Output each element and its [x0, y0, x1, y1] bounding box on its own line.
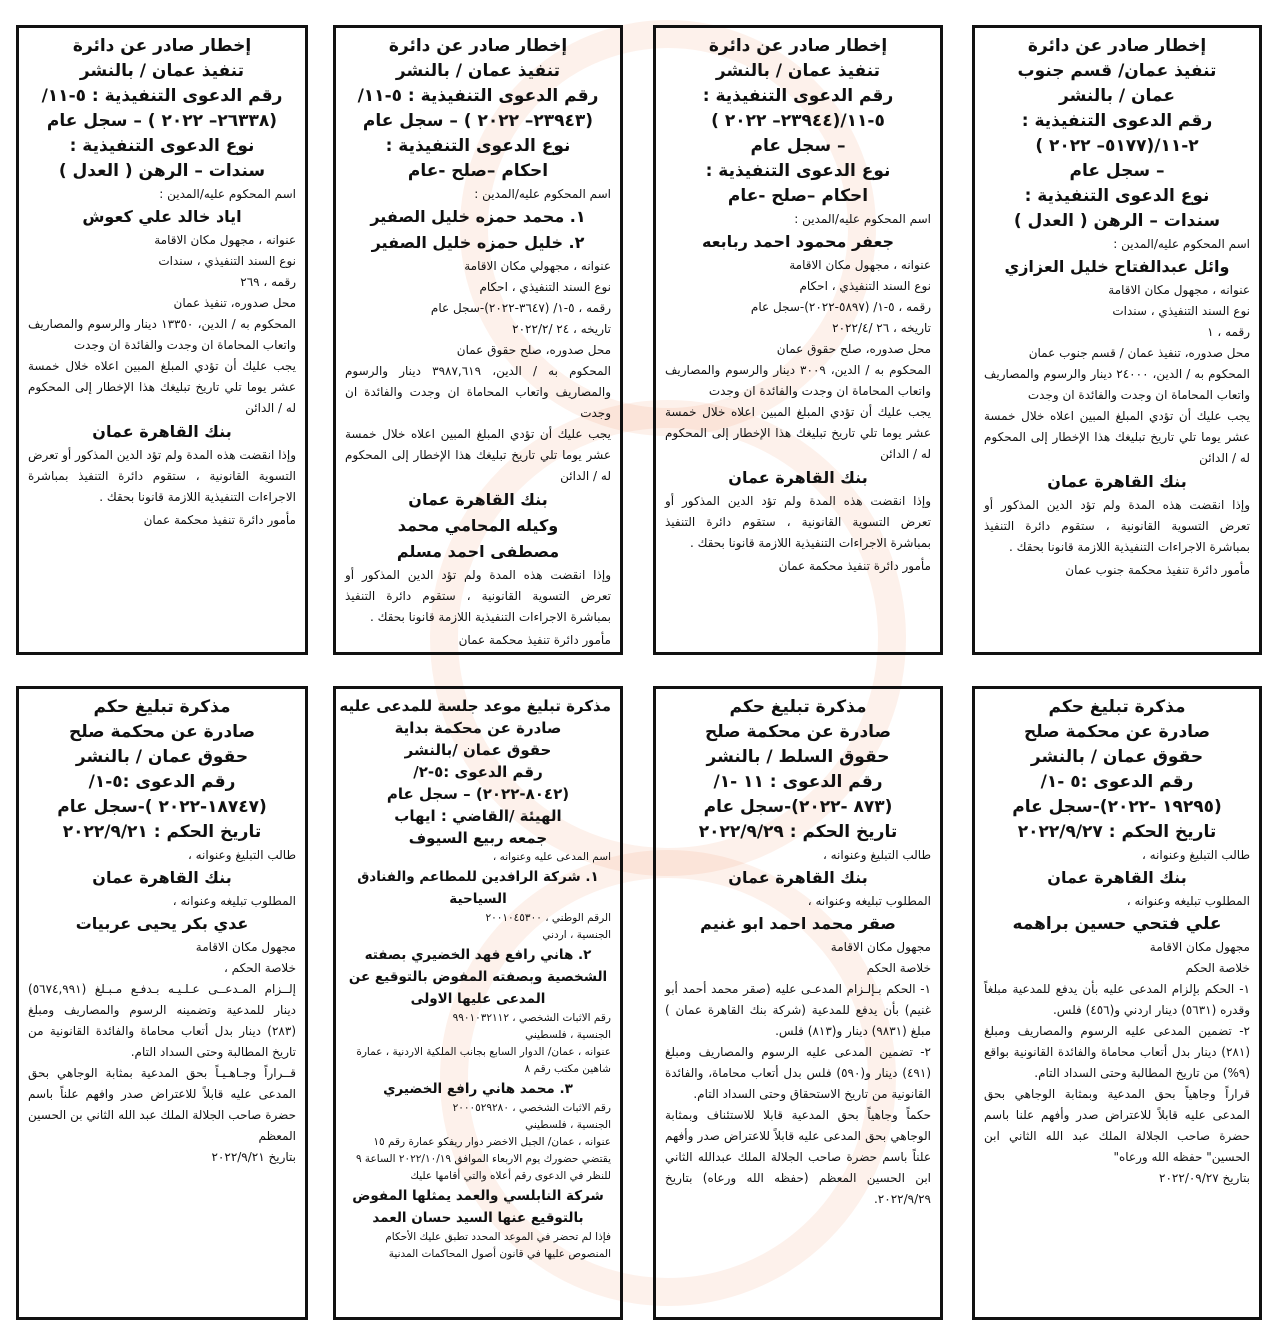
header-line: رقم الدعوى : ١١ -١/: [713, 772, 883, 792]
debtor-name: وائل عبدالفتاح خليل العزازي: [1004, 257, 1230, 276]
signature-line: مأمور دائرة تنفيذ محكمة عمان: [143, 513, 296, 527]
header-line: سندات – الرهن ( العدل ): [58, 161, 266, 181]
defendant-detail: الرقم الوطني ، ٢٠٠١٠٤٥٣٠٠: [485, 912, 611, 924]
notice-header: [28, 34, 296, 184]
debtor-label: اسم المحكوم عليه/المدين :: [474, 187, 611, 201]
doc-date: تاريخه ، ٢٦ /٢٠٢٢/٤: [832, 321, 931, 335]
debtor-name: ١. محمد حمزه خليل الصفير: [370, 207, 586, 226]
defendants-label: اسم المدعى عليه وعنوانه ،: [492, 851, 611, 863]
doc-number: رقمه ، ٥-١/ (٣٦٤٧-٢٠٢٢)-سجل عام: [430, 301, 611, 315]
notice-header: [984, 695, 1250, 845]
requester-name: بنك القاهرة عمان: [728, 868, 868, 887]
execution-notice: [16, 25, 308, 655]
doc-number: رقمه ، ٥-١/ (٥٨٩٧-٢٠٢٢)-سجل عام: [750, 300, 931, 314]
header-line: إخطار صادر عن دائرة: [388, 36, 568, 56]
doc-date: تاريخه ، ٢٤ /٢٠٢٢/٢: [512, 322, 611, 336]
debtor-label: اسم المحكوم عليه/المدين :: [1113, 237, 1250, 251]
requester-name: بنك القاهرة عمان: [92, 868, 232, 887]
requester-label: طالب التبليغ وعنوانه ،: [1141, 848, 1250, 862]
warning: وإذا انقضت هذه المدة ولم تؤد الدين المذكور أو تعرض التسوية القانونية ، ستقوم دائرة التنفيذ بمباشرة الاجراءات التنفيذية اللازمة قانونا بحقك .: [345, 568, 611, 624]
header-line: رقم الدعوى :٥-١/: [88, 772, 236, 792]
judgment-body: [28, 937, 296, 1168]
debtor-name: ٢. خليل حمزه خليل الصفير: [371, 233, 585, 252]
target-name: علي فتحي حسين براهمه: [1012, 914, 1222, 934]
header-line: – سجل عام: [1069, 161, 1165, 181]
summary-label: خلاصة الحكم ،: [223, 961, 296, 975]
header-line: رقم الدعوى التنفيذية : ٥-١١/: [41, 86, 283, 106]
defendant-detail: الجنسية ، فلسطيني: [525, 1029, 611, 1041]
judgment-date: بتاريخ ٢٠٢٢/٠٩/٢٧: [1159, 1171, 1250, 1185]
header-line: مذكرة تبليغ حكم: [1048, 697, 1186, 717]
signature-line: مأمور دائرة تنفيذ محكمة عمان: [778, 559, 931, 573]
header-line: سندات – الرهن ( العدل ): [1013, 211, 1221, 231]
target-address: مجهول مكان الاقامة: [830, 940, 931, 954]
header-line: صادرة عن محكمة صلح: [1023, 722, 1210, 742]
header-line: إخطار صادر عن دائرة: [1027, 36, 1207, 56]
header-line: نوع الدعوى التنفيذية :: [705, 161, 891, 181]
summary-item: ١- الحكم بإلزام المدعى عليه بأن يدفع للمدعية مبلغاً وقدره (٥٦٣١) دينار اردني و(٤٥٦) فلس.: [984, 982, 1250, 1017]
notice-header: [665, 695, 931, 845]
summary-item: ١- الحكم بـإلـزام المدعـى عليه (صقر محمد أحمد أبو غنيم) بأن يدفع للمدعية (شركة بنك القاهرة عمان ) مبلغ (٩٨٣١) دينار و(٨١٣) فلس.: [665, 982, 931, 1038]
notice-body: [28, 230, 296, 419]
header-line: نوع الدعوى التنفيذية :: [1024, 186, 1210, 206]
summary-item: ٢- تضمين المدعى عليه الرسوم والمصاريف ومبلغ (٢٨١) دينار بدل أتعاب محاماة والفائدة القانونية بواقع (٩%) من تاريخ المطالبة وحتى السداد التام.: [984, 1024, 1250, 1080]
notice-header: [984, 34, 1250, 234]
header-line: تاريخ الحكم : ٢٠٢٢/٩/٢١: [62, 822, 262, 842]
creditor-name: بنك القاهرة عمان: [92, 422, 232, 441]
debtor-name: اياد خالد علي كعوش: [82, 207, 242, 226]
judgment-notice: [16, 686, 308, 1320]
signature-line: مأمور دائرة تنفيذ محكمة جنوب عمان: [1065, 563, 1250, 577]
header-line: جمعه ربيع السيوف: [408, 829, 548, 847]
header-line: تاريخ الحكم : ٢٠٢٢/٩/٢٩: [698, 822, 898, 842]
header-line: تنفيذ عمان/ قسم جنوب: [1017, 61, 1217, 81]
header-line: – سجل عام: [750, 136, 846, 156]
judgment-date: بتاريخ ٢٠٢٢/٩/٢١: [211, 1150, 296, 1164]
summary-item: قــراراً وجـاهـيـاً بحق المدعية بمثابة الوجاهي بحق المدعى عليه قابلاً للاعتراض صدر وافهم علناً باسم حضرة صاحب الجلالة الملك عبد الله الثاني بن الحسين المعظم: [28, 1066, 296, 1143]
header-line: رقم الدعوى :٥-٢/: [413, 763, 543, 781]
header-line: مذكرة تبليغ موعد جلسة للمدعى عليه: [339, 697, 611, 715]
judgment-body: [984, 937, 1250, 1189]
issuer: محل صدوره، تنفيذ عمان: [173, 296, 296, 310]
defendant-detail: عنوانه ، عمان/ الدوار السابع بجانب الملكية الاردنية ، عمارة شاهين مكتب رقم ٨: [356, 1046, 611, 1075]
defendant-detail: رقم الاثبات الشخصي ، ٢٠٠٠٥٢٩٢٨٠: [452, 1102, 611, 1114]
doc-type: نوع السند التنفيذي ، احكام: [799, 279, 931, 293]
judgment-notice: [972, 686, 1262, 1320]
signature-line: مأمور دائرة تنفيذ محكمة عمان: [458, 633, 611, 647]
issuer: محل صدوره، صلح حقوق عمان: [456, 343, 611, 357]
address: عنوانه ، مجهولي مكان الاقامة: [464, 259, 611, 273]
judgment-notice: [653, 686, 943, 1320]
creditor-lawyer: مصطفى احمد مسلم: [396, 542, 560, 561]
defendant-detail: الجنسية ، اردني: [542, 929, 611, 941]
defendant-name: ٢. هاني رافع فهد الخضيري بصفته الشخصية وبصفته المفوض بالتوقيع عن المدعى عليها الاولى: [348, 947, 608, 1007]
amount: المحكوم به / الدين، ١٣٣٥٠ دينار والرسوم والمصاريف واتعاب المحاماة ان وجدت والفائدة ان وجدت: [28, 317, 296, 352]
execution-notice: [333, 25, 623, 655]
demand: يجب عليك أن تؤدي المبلغ المبين اعلاه خلال خمسة عشر يوما تلي تاريخ تبليغك هذا الإخطار إلى المحكوم له / الدائن: [665, 405, 931, 461]
creditor-name: بنك القاهرة عمان: [1047, 472, 1187, 491]
header-line: رقم الدعوى :٥ -١/: [1040, 772, 1194, 792]
header-line: ٥-١١/(٢٣٩٤٤– ٢٠٢٢ ): [711, 111, 885, 131]
judgment-body: [665, 937, 931, 1210]
header-line: صادرة عن محكمة صلح: [68, 722, 255, 742]
header-line: نوع الدعوى التنفيذية :: [385, 136, 571, 156]
header-line: (٨٠٤٢-٢٠٢٢) – سجل عام: [386, 785, 570, 803]
summary-item: قراراً وجاهياً بحق المدعية وبمثابة الوجاهي بحق المدعى عليه قابلاً للاعتراض صدر وأفهم علنا باسم حضرة صاحب الجلالة الملك عبد الله الثاني ابن الحسين" حفظه الله ورعاه": [984, 1087, 1250, 1164]
notice-header: [665, 34, 931, 209]
notice-header: [345, 34, 611, 184]
debtor-label: اسم المحكوم عليه/المدين :: [159, 187, 296, 201]
doc-number: رقمه ، ١: [1207, 325, 1250, 339]
header-line: تنفيذ عمان / بالنشر: [715, 61, 881, 81]
issuer: محل صدوره، صلح حقوق عمان: [776, 342, 931, 356]
summary-item: ٢- تضمين المدعى عليه الرسوم والمصاريف ومبلغ (٤٩١) دينار و(٥٩٠) فلس بدل أتعاب محاماة، والفائدة القانونية من تاريخ الاستحقاق وحتى السداد التام.: [665, 1045, 932, 1101]
doc-number: رقمه ، ٢٦٩: [240, 275, 296, 289]
header-line: رقم الدعوى التنفيذية :: [702, 86, 894, 106]
header-line: عمان / بالنشر: [1059, 86, 1175, 106]
creditor-lawyer: وكيله المحامي محمد: [397, 516, 559, 535]
header-line: تنفيذ عمان / بالنشر: [79, 61, 245, 81]
header-line: مذكرة تبليغ حكم: [729, 697, 867, 717]
demand: يجب عليك أن تؤدي المبلغ المبين اعلاه خلال خمسة عشر يوما تلي تاريخ تبليغك هذا الإخطار إلى المحكوم له / الدائن: [984, 409, 1250, 465]
header-line: احكام –صلح -عام: [727, 186, 869, 206]
hearing-text: يقتضي حضورك يوم الاربعاء الموافق ٢٠٢٢/١٠/١٩ الساعة ٩ للنظر في الدعوى رقم أعلاه والتي أقامها عليك: [355, 1153, 611, 1182]
header-line: (٢٣٩٤٣– ٢٠٢٢ ) – سجل عام: [362, 111, 594, 131]
plaintiff-name: شركة النابلسي والعمد يمثلها المفوض بالتوقيع عنها السيد حسان العمد: [352, 1188, 604, 1226]
execution-notice: [653, 25, 943, 655]
debtor-label: اسم المحكوم عليه/المدين :: [794, 212, 931, 226]
requester-label: طالب التبليغ وعنوانه ،: [187, 848, 296, 862]
defendant-detail: عنوانه ، عمان/ الجبل الاخضر دوار ريفكو عمارة رقم ١٥: [373, 1136, 611, 1148]
header-line: حقوق عمان /بالنشر: [404, 741, 552, 759]
demand: يجب عليك أن تؤدي المبلغ المبين اعلاه خلال خمسة عشر يوما تلي تاريخ تبليغك هذا الإخطار إلى المحكوم له / الدائن: [28, 359, 296, 415]
header-line: رقم الدعوى التنفيذية :: [1021, 111, 1213, 131]
header-line: حقوق السلط / بالنشر: [706, 747, 890, 767]
target-name: صقر محمد احمد ابو غنيم: [700, 914, 896, 933]
creditor-name: بنك القاهرة عمان: [728, 468, 868, 487]
header-line: احكام –صلح -عام: [407, 161, 549, 181]
defendant-name: ١. شركة الرافدين للمطاعم والفنادق السياحية: [357, 869, 599, 907]
header-line: تنفيذ عمان / بالنشر: [395, 61, 561, 81]
header-line: تاريخ الحكم : ٢٠٢٢/٩/٢٧: [1017, 822, 1217, 842]
doc-type: نوع السند التنفيذي ، سندات: [158, 254, 296, 268]
issuer: محل صدوره، تنفيذ عمان / قسم جنوب عمان: [1028, 346, 1250, 360]
amount: المحكوم به / الدين، ٣٠٠٩ دينار والرسوم والمصاريف واتعاب المحاماة ان وجدت والفائدة ان وجدت: [665, 363, 932, 398]
header-line: إخطار صادر عن دائرة: [72, 36, 252, 56]
doc-type: نوع السند التنفيذي ، سندات: [1112, 304, 1250, 318]
address: عنوانه ، مجهول مكان الاقامة: [1108, 283, 1250, 297]
address: عنوانه ، مجهول مكان الاقامة: [789, 258, 931, 272]
header-line: ٢-١١/(٥١٧٧– ٢٠٢٢ ): [1035, 136, 1199, 156]
warning: وإذا انقضت هذه المدة ولم تؤد الدين المذكور أو تعرض التسوية القانونية ، ستقوم دائرة التنفيذ بمباشرة الاجراءات التنفيذية اللازمة قانونا بحقك .: [665, 494, 931, 550]
warning: وإذا انقضت هذه المدة ولم تؤد الدين المذكور أو تعرض التسوية القانونية ، ستقوم دائرة التنفيذ بمباشرة الاجراءات التنفيذية اللازمة قانونا بحقك .: [28, 448, 296, 504]
notice-body: [665, 255, 931, 465]
creditor-name: بنك القاهرة عمان: [408, 490, 548, 509]
header-line: (١٨٧٤٧-٢٠٢٢ )-سجل عام: [57, 797, 267, 817]
summary-label: خلاصة الحكم: [1185, 961, 1250, 975]
amount: المحكوم به / الدين، ٣٩٨٧,٦١٩ دينار والرسوم والمصاريف واتعاب المحاماة ان وجدت والفائدة ان وجدت: [345, 364, 611, 420]
warning: وإذا انقضت هذه المدة ولم تؤد الدين المذكور أو تعرض التسوية القانونية ، ستقوم دائرة التنفيذ بمباشرة الاجراءات التنفيذية اللازمة قانونا بحقك .: [984, 498, 1250, 554]
defendant-name: ٣. محمد هاني رافع الخضيري: [383, 1081, 573, 1097]
notice-body: [345, 256, 611, 487]
debtor-name: جعفر محمود احمد ربابعه: [701, 232, 895, 251]
header-line: حقوق عمان / بالنشر: [1030, 747, 1204, 767]
header-line: نوع الدعوى التنفيذية :: [69, 136, 255, 156]
execution-notice: [972, 25, 1262, 655]
closing-text: فإذا لم تحضر في الموعد المحدد تطبق عليك الأحكام المنصوص عليها في قانون أصول المحاكمات المدنية: [385, 1231, 611, 1260]
requester-label: طالب التبليغ وعنوانه ،: [822, 848, 931, 862]
header-line: رقم الدعوى التنفيذية : ٥-١١/: [357, 86, 599, 106]
hearing-notice: [333, 686, 623, 1320]
demand: يجب عليك أن تؤدي المبلغ المبين اعلاه خلال خمسة عشر يوما تلي تاريخ تبليغك هذا الإخطار إلى المحكوم له / الدائن: [345, 427, 611, 483]
target-name: عدي بكر يحيى عربيات: [75, 914, 249, 933]
notice-header: [28, 695, 296, 845]
notice-body: [984, 280, 1250, 469]
header-line: إخطار صادر عن دائرة: [708, 36, 888, 56]
target-address: مجهول مكان الاقامة: [1149, 940, 1250, 954]
amount: المحكوم به / الدين، ٢٤٠٠٠ دينار والرسوم والمصاريف واتعاب المحاماة ان وجدت والفائدة ان وجدت: [984, 367, 1251, 402]
header-line: الهيئة /القاضي : ايهاب: [394, 807, 562, 825]
target-label: المطلوب تبليغه وعنوانه ،: [1126, 894, 1250, 908]
header-line: مذكرة تبليغ حكم: [93, 697, 231, 717]
summary-item: حكماً وجاهياً بحق المدعية قابلا للاستئناف وبمثابة الوجاهي بحق المدعى عليه قابلاً للاعتراض صدر وأفهم علناً باسم حضرة صاحب الجلالة الملك عبدالله الثاني ابن الحسين المعظم (حفظه الله ورعاه) بتاريخ ٢٠٢٢/٩/٢٩.: [665, 1108, 931, 1206]
header-line: صادرة عن محكمة صلح: [704, 722, 891, 742]
target-label: المطلوب تبليغه وعنوانه ،: [172, 894, 296, 908]
summary-item: إلــزام المـدعــى عـلـيـه بـدفـع مـبـلغ (٥٦٧٤,٩٩١) دينار للمدعية وتضمينه الرسوم والمصاريف ومبلغ (٢٨٣) دينار بدل أتعاب محاماة والفائدة القانونية من تاريخ المطالبة وحتى السداد التام.: [28, 982, 296, 1059]
doc-type: نوع السند التنفيذي ، احكام: [479, 280, 611, 294]
notice-header: [339, 695, 611, 849]
requester-name: بنك القاهرة عمان: [1047, 868, 1187, 887]
header-line: صادرة عن محكمة بداية: [394, 719, 562, 737]
header-line: (٢٦٣٣٨– ٢٠٢٢ ) – سجل عام: [46, 111, 278, 131]
defendant-detail: رقم الاثبات الشخصي ، ٩٩٠١٠٣٢١١٢: [452, 1012, 611, 1024]
target-label: المطلوب تبليغه وعنوانه ،: [807, 894, 931, 908]
defendant-detail: الجنسية ، فلسطيني: [525, 1119, 611, 1131]
summary-label: خلاصة الحكم: [866, 961, 931, 975]
target-address: مجهول مكان الاقامة: [195, 940, 296, 954]
address: عنوانه ، مجهول مكان الاقامة: [154, 233, 296, 247]
header-line: (١٩٢٩٥ -٢٠٢٢)-سجل عام: [1012, 797, 1222, 817]
header-line: حقوق عمان / بالنشر: [75, 747, 249, 767]
header-line: (٨٧٣ -٢٠٢٢)-سجل عام: [703, 797, 893, 817]
